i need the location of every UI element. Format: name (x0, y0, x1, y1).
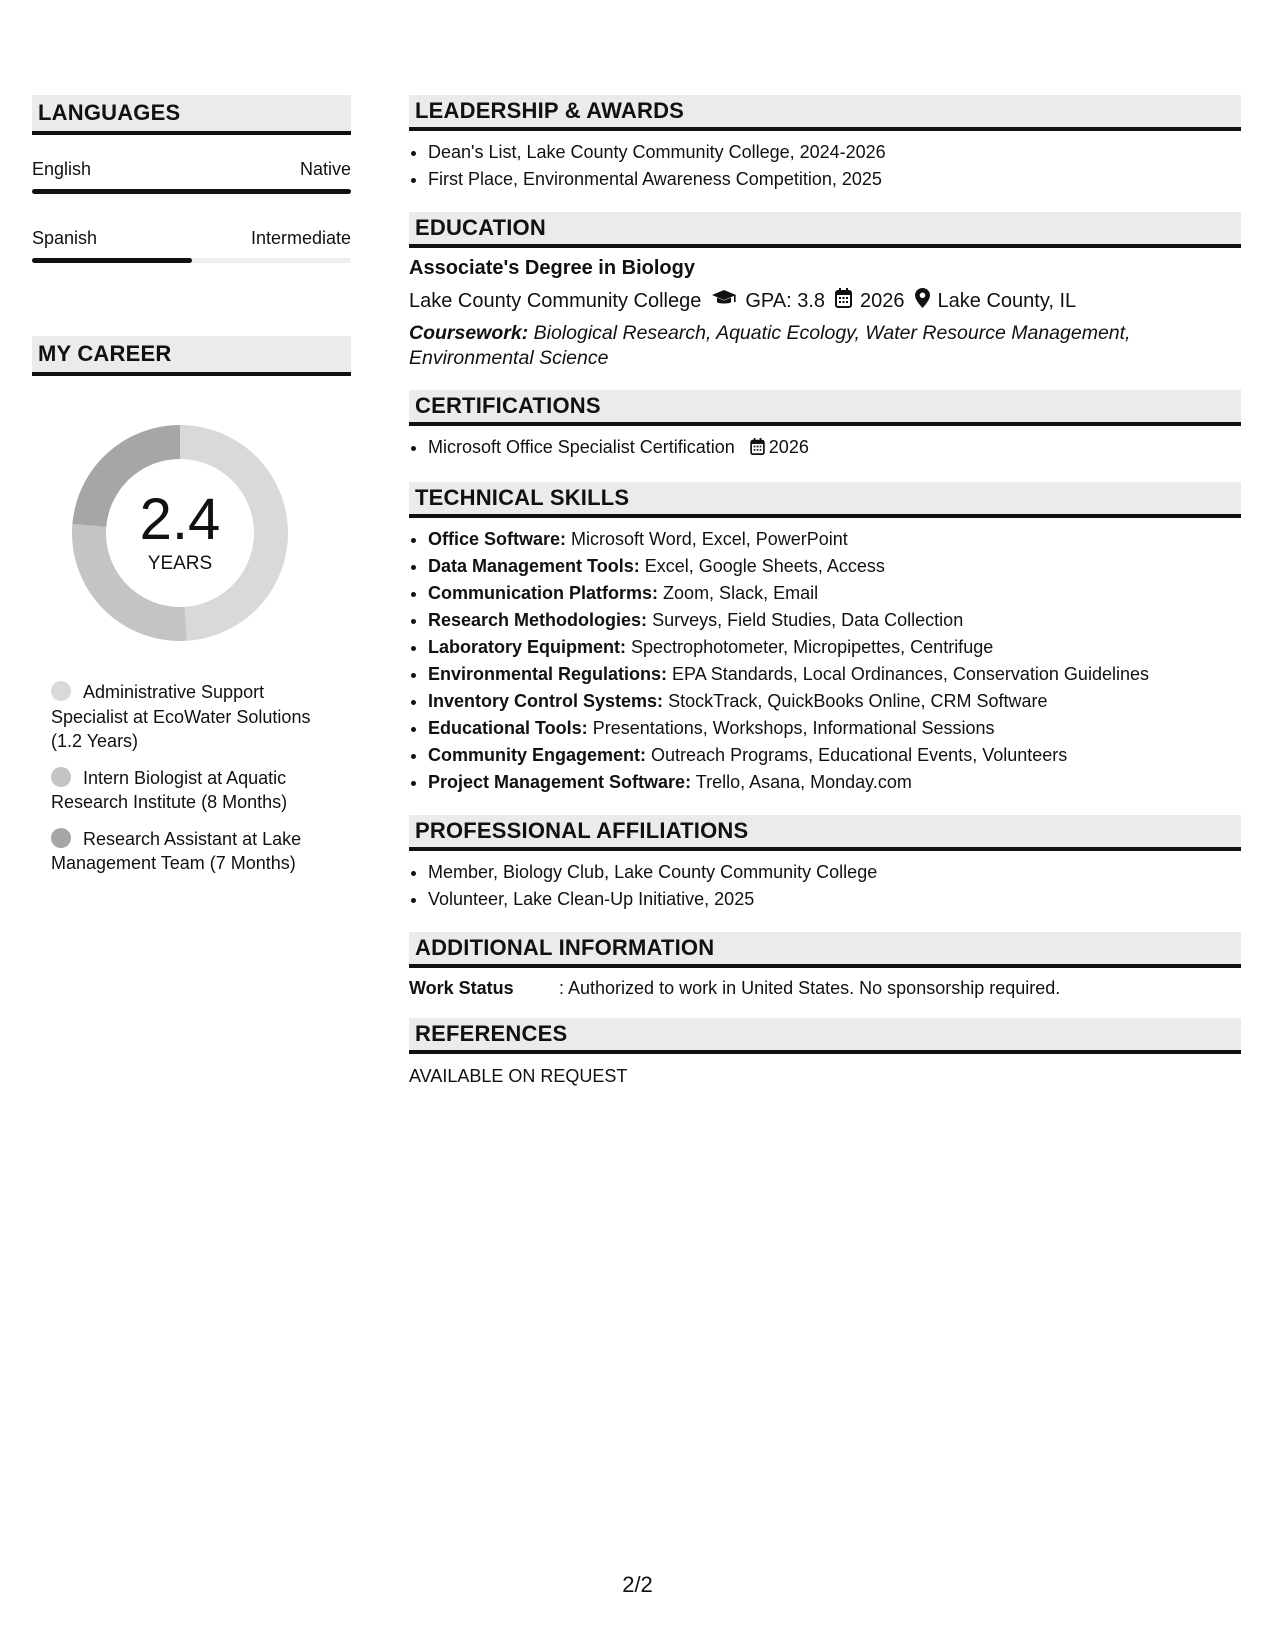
language-bar-fill (32, 258, 192, 263)
page-number: 2/2 (622, 1572, 653, 1597)
career-legend-label: Intern Biologist at Aquatic Research Institute (8 Months) (51, 767, 288, 812)
graduation-cap-icon (711, 289, 737, 313)
languages-heading: LANGUAGES (32, 95, 351, 135)
skill-label: Project Management Software: (428, 772, 692, 792)
career-legend (51, 680, 341, 876)
skill-value: Trello, Asana, Monday.com (695, 772, 912, 792)
work-status-value: : Authorized to work in United States. No sponsorship required. (559, 978, 1061, 998)
skill-item (428, 769, 1241, 796)
skill-label: Environmental Regulations: (428, 664, 668, 684)
language-level: Intermediate (250, 228, 351, 248)
coursework-label: Coursework: (409, 322, 529, 344)
coursework (409, 321, 1241, 371)
career-legend-item (51, 680, 341, 754)
left-column (32, 95, 351, 888)
language-bar-track (32, 189, 351, 194)
legend-dot-icon (51, 828, 71, 848)
work-status-row (409, 978, 1241, 999)
work-status-label: Work Status (409, 978, 514, 998)
career-total-years: 2.4 (139, 487, 221, 552)
skill-item (428, 526, 1241, 553)
list-item: • Member, Biology Club, Lake County Community College (428, 859, 1241, 886)
references-section (409, 1018, 1241, 1087)
certifications-heading: CERTIFICATIONS (409, 390, 1241, 426)
affiliations-list (409, 859, 1241, 913)
certifications-section (409, 390, 1241, 463)
skill-label: Office Software: (428, 529, 567, 549)
skill-item (428, 634, 1241, 661)
leadership-section (409, 95, 1241, 193)
language-name: Spanish (32, 228, 98, 248)
skills-heading: TECHNICAL SKILLS (409, 482, 1241, 518)
career-heading: MY CAREER (32, 336, 351, 376)
career-donut-center (67, 420, 293, 646)
skill-value: Outreach Programs, Educational Events, Volunteers (651, 745, 1068, 765)
skill-label: Research Methodologies: (428, 610, 648, 630)
certification-name: Microsoft Office Specialist Certification (428, 437, 735, 457)
skill-item (428, 742, 1241, 769)
skill-value: Microsoft Word, Excel, PowerPoint (571, 529, 848, 549)
coursework-list: Biological Research, Aquatic Ecology, Water Resource Management, Environmental Science (409, 322, 1131, 369)
list-item: • Dean's List, Lake County Community College, 2024-2026 (428, 139, 1241, 166)
language-name: English (32, 159, 92, 179)
language-bar-fill (32, 189, 351, 194)
graduation-year: 2026 (860, 289, 905, 312)
leadership-heading: LEADERSHIP & AWARDS (409, 95, 1241, 131)
skill-label: Inventory Control Systems: (428, 691, 664, 711)
language-level: Native (299, 159, 351, 179)
skill-item (428, 580, 1241, 607)
references-heading: REFERENCES (409, 1018, 1241, 1054)
skill-value: Spectrophotometer, Micropipettes, Centrifuge (631, 637, 994, 657)
language-item (32, 135, 351, 204)
skill-value: Zoom, Slack, Email (663, 583, 819, 603)
skill-value: StockTrack, QuickBooks Online, CRM Software (668, 691, 1048, 711)
skill-value: Excel, Google Sheets, Access (644, 556, 885, 576)
skill-value: Surveys, Field Studies, Data Collection (652, 610, 964, 630)
language-bar-track (32, 258, 351, 263)
additional-heading: ADDITIONAL INFORMATION (409, 932, 1241, 968)
calendar-icon (750, 436, 765, 463)
legend-dot-icon (51, 681, 71, 701)
skill-value: Presentations, Workshops, Informational Sessions (592, 718, 995, 738)
skills-list (409, 526, 1241, 796)
career-total-unit: YEARS (147, 553, 213, 574)
skill-value: EPA Standards, Local Ordinances, Conservation Guidelines (672, 664, 1149, 684)
right-column (409, 95, 1241, 1106)
skills-section (409, 482, 1241, 796)
education-meta (409, 288, 1241, 314)
skill-label: Communication Platforms: (428, 583, 659, 603)
calendar-icon (835, 288, 852, 314)
degree-title: Associate's Degree in Biology (409, 257, 695, 279)
affiliations-heading: PROFESSIONAL AFFILIATIONS (409, 815, 1241, 851)
skill-item (428, 553, 1241, 580)
legend-dot-icon (51, 767, 71, 787)
list-item: • First Place, Environmental Awareness Competition, 2025 (428, 166, 1241, 193)
affiliations-section (409, 815, 1241, 913)
career-legend-item (51, 766, 341, 815)
list-item (428, 434, 1241, 463)
career-legend-label: Research Assistant at Lake Management Team (7 Months) (51, 828, 302, 873)
education-section (409, 212, 1241, 371)
language-item (32, 204, 351, 273)
references-text: AVAILABLE ON REQUEST (409, 1066, 628, 1086)
skill-item (428, 607, 1241, 634)
school-location: Lake County, IL (937, 289, 1077, 312)
certification-year: 2026 (768, 437, 809, 457)
skill-item (428, 688, 1241, 715)
career-donut-chart (67, 420, 293, 646)
school-name: Lake County Community College (409, 289, 702, 312)
certifications-list (409, 434, 1241, 463)
map-pin-icon (915, 288, 930, 314)
skill-label: Community Engagement: (428, 745, 647, 765)
career-legend-label: Administrative Support Specialist at EcoWater Solutions (1.2 Years) (51, 682, 311, 751)
education-heading: EDUCATION (409, 212, 1241, 248)
career-legend-item (51, 827, 341, 876)
list-item: • Volunteer, Lake Clean-Up Initiative, 2025 (428, 886, 1241, 913)
skill-label: Laboratory Equipment: (428, 637, 627, 657)
gpa: GPA: 3.8 (745, 289, 826, 312)
skill-item (428, 661, 1241, 688)
skill-label: Data Management Tools: (428, 556, 640, 576)
leadership-list (409, 139, 1241, 193)
languages-list (32, 135, 351, 273)
skill-label: Educational Tools: (428, 718, 588, 738)
skill-item (428, 715, 1241, 742)
additional-section (409, 932, 1241, 999)
